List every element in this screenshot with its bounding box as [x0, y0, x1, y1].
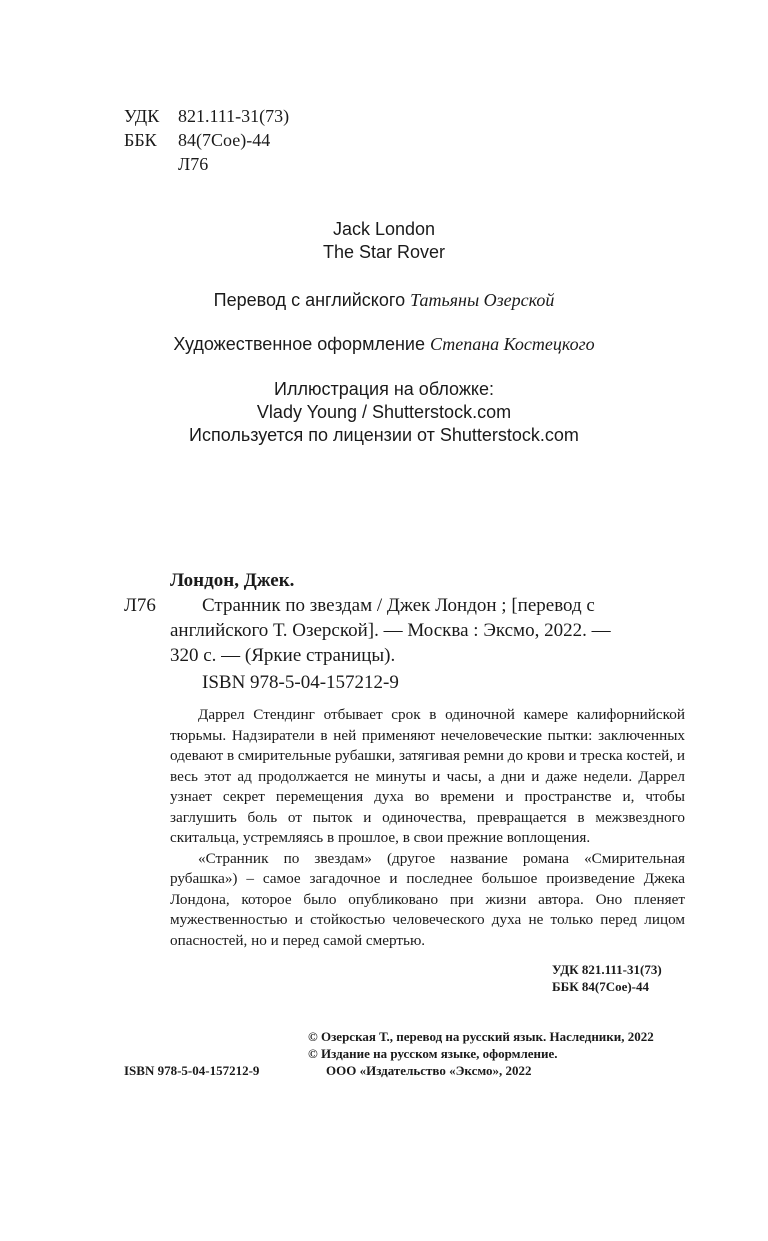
bib-isbn: ISBN 978-5-04-157212-9 — [202, 672, 399, 693]
bbk-row — [124, 128, 289, 152]
design-credit — [0, 332, 768, 356]
copyright-line1: © Озерская Т., перевод на русский язык. Наследники, 2022 — [308, 1029, 654, 1044]
classification-block — [124, 104, 289, 176]
author-mark: Л76 — [178, 154, 209, 174]
annotation — [170, 705, 685, 951]
bib-mark: Л76 — [124, 595, 156, 616]
annotation-paragraph-2: «Странник по звездам» (другое название романа «Смирительная рубашка») – самое загадочное и последнее большое произведение Джека Лондона, которое было опубликовано при жизни автора. Оно пленяет мужественностью и стойкостью человеческого духа не только перед лицом опасностей, но и перед самой смертью. — [170, 849, 685, 949]
design-prefix: Художественное оформление — [173, 334, 425, 354]
footer-isbn: ISBN 978-5-04-157212-9 — [124, 1063, 260, 1078]
designer-name: Степана Костецкого — [429, 334, 595, 354]
copyright-line2: © Издание на русском языке, оформление. — [308, 1046, 558, 1061]
copyright-line3: ООО «Издательство «Эксмо», 2022 — [326, 1063, 532, 1078]
udk-value: 821.111-31(73) — [178, 106, 290, 126]
bbk-label: ББК — [124, 130, 157, 150]
cover-illustration-line3: Используется по лицензии от Shutterstock.com — [189, 425, 579, 445]
translator-name: Татьяны Озерской — [410, 290, 555, 310]
annotation-paragraph-1: Даррел Стендинг отбывает срок в одиночной камере калифорнийской тюрьмы. Надзиратели в ней применяют нечеловеческие пытки: заключенных одевают в смирительные рубашки, затягивая ремни до крови и треска костей, и весь этот ад продолжается не минуты и часы, а дни и даже недели. Даррел узнает секрет перемещения духа во времени и пространстве и, чтобы заглушить боль от пыток и одиночества, превращается в межзвездного скитальца, устремляясь в прошлое, в свои прежние воплощения. — [170, 706, 685, 846]
footer-udk: УДК 821.111-31(73) — [552, 962, 662, 977]
translation-prefix: Перевод с английского — [213, 290, 406, 310]
cover-illustration-line1: Иллюстрация на обложке: — [274, 379, 494, 399]
footer-bbk: ББК 84(7Сое)-44 — [552, 979, 650, 994]
cover-illustration-line2: Vlady Young / Shutterstock.com — [256, 402, 512, 422]
cover-illustration-credit — [0, 378, 768, 447]
bib-line1: Странник по звездам / Джек Лондон ; [перевод с — [202, 595, 595, 616]
bib-line2: английского Т. Озерской]. — Москва : Эксмо, 2022. — — [170, 620, 611, 641]
original-author: Jack London — [332, 219, 436, 239]
translation-credit — [0, 288, 768, 312]
original-title: The Star Rover — [322, 242, 446, 262]
udk-label: УДК — [124, 106, 160, 126]
bib-author-heading: Лондон, Джек. — [170, 570, 295, 591]
udk-row — [124, 104, 289, 128]
author-mark-row — [124, 152, 289, 176]
bib-line3: 320 с. — (Яркие страницы). — [170, 645, 396, 666]
original-title-block — [0, 218, 768, 264]
bbk-value: 84(7Сое)-44 — [178, 130, 271, 150]
